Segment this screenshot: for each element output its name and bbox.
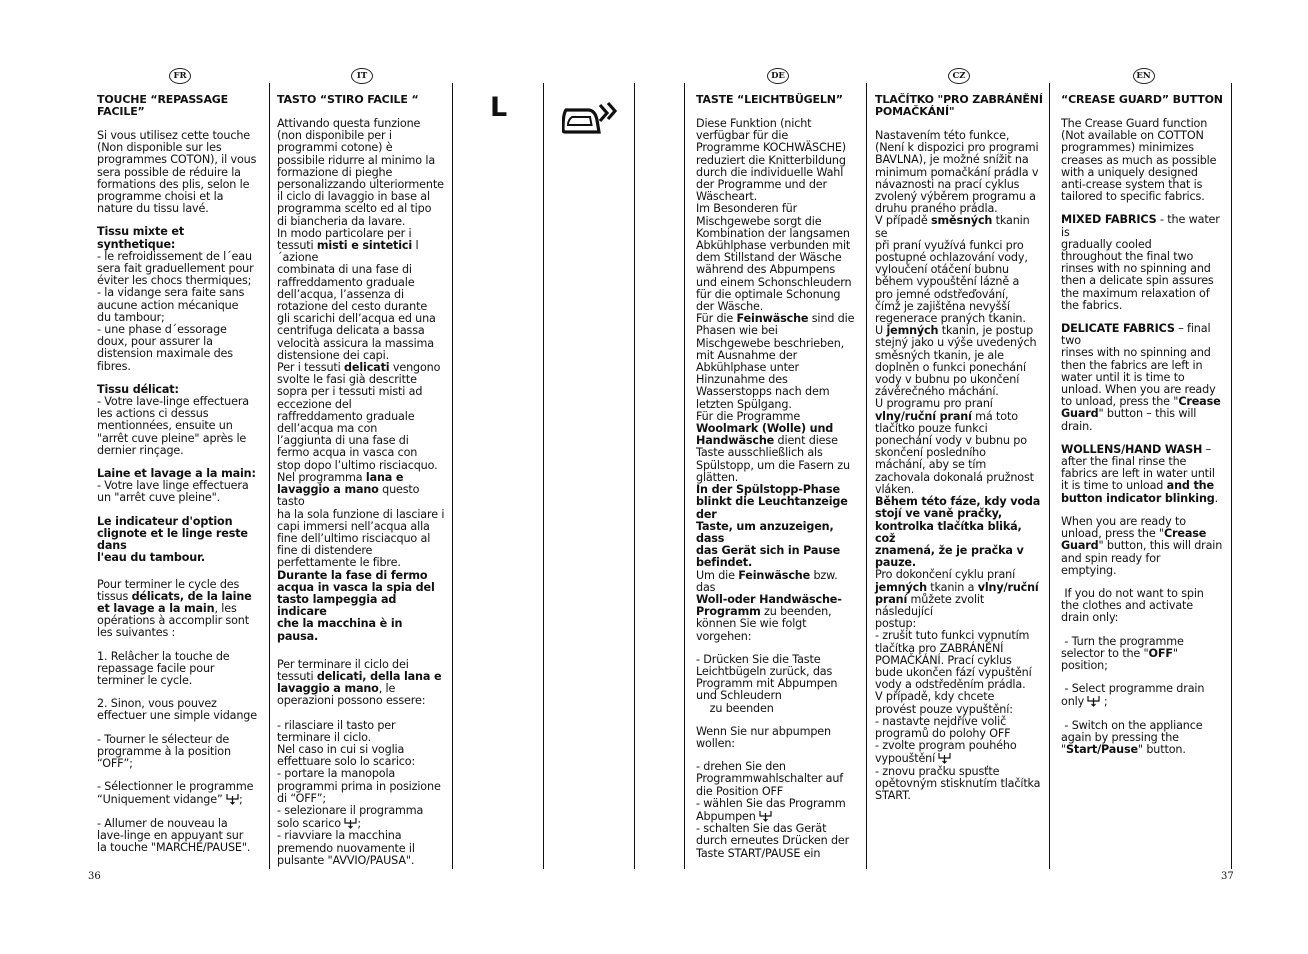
intro-it: Attivando questa funzione (non disponibile per i programmi cotone) è possibile ridurre al minimo la formazione di pieghe personalizzando ulteriormente il ciclo di lavaggio in base al programma scelto ed al tipo di biancheria da lavare. In modo particolare per i tessuti misti e sintetici l´azione combinata di una fase di raffreddamento graduale dell’acqua, l’assenza di rotazione del cesto durante gli scarichi dell’acqua ed una centrifuga delicata a bassa velocità assicura la massima distensione dei capi. Per i tessuti delicati vengono svolte le fasi già descritte sopra per i tessuti misti ad eccezione del raffreddamento graduale dell’acqua ma con l’aggiunta di una fase di fermo acqua in vasca con stop dopo l’ultimo risciacquo. Nel programma lana e lavaggio a mano questo tasto ha la sola funzione di lasciare i capi immersi nell’acqua alla fine dell’ultimo risciacquo al fine di distendere perfettamente le fibre. Durante la fase di fermo acqua in vasca la spia del tasto lampeggia ad indicare che la macchina è in pausa. [277,117,445,643]
options-it: - rilasciare il tasto per terminare il ciclo. Nel caso in cui si voglia effettuare solo lo scarico: - portare la manopola programmi prima in posizione di “OFF”; - selezionare il programma solo scarico ; - riavviare la macchina premendo nuovamente il pulsante "AVVIO/PAUSA". [277,718,441,867]
step3-fr: - Tourner le sélecteur de programme à la position “OFF”; [97,732,231,770]
indicator-fr: Le indicateur d'option clignote et le linge reste dans l'eau du tambour. [97,514,248,565]
intro-de: Diese Funktion (nicht verfügbar für die Programme KOCHWÄSCHE) reduziert die Knitterbildung durch die individuelle Wahl der Programme und der Wäscheart. Im Besonderen für Mischgewebe sorgt die Kombination der langsamen Abkühlphase verbunden mit dem Stillstand der Wäsche während des Abpumpens und einem Schonschleudern für die optimale Schonung der Wäsche. Für die Feinwäsche sind die Phasen wie bei Mischgewebe beschrieben, mit Ausnahme der Abkühlphase unter Hinzunahme des Wasserstopps nach dem letzten Spülgang. Für die Programme Woolmark (Wolle) und Handwäsche dient diese Taste ausschließlich als Spülstopp, um die Fasern zu glätten. In der Spülstopp-Phase blinkt die Leuchtanzeige der Taste, um anzuzeigen, dass das Gerät sich in Pause befindet. Um die Feinwäsche bzw. das Woll-oder Handwäsche- Programm zu beenden, können Sie wie folgt vorgehen: [696,117,855,643]
language-badge-cz: CZ [948,68,970,84]
column-divider [269,83,270,869]
intro-fr: Si vous utilisez cette touche (Non disponible sur les programmes COTON), il vous sera possible de réduire la formations des plis, selon le programme choisi et la nature du tissu lavé. [97,129,257,216]
language-badge-fr: FR [169,68,191,84]
column-divider [452,83,453,869]
language-badge-en: EN [1133,68,1155,84]
column-cz [875,68,1043,813]
nospin-en: If you do not want to spin the clothes and activate drain only: [1061,586,1204,625]
column-de [696,68,860,871]
column-fr [97,68,263,865]
intro-en: The Crease Guard function (Not available on COTTON programmes) minimizes creases as much as possible with a uniquely designed anti-crease system that is tailored to specific fabrics. [1061,117,1217,204]
step2-de: Wenn Sie nur abpumpen wollen: [696,724,831,750]
column-divider [543,83,544,869]
mixed-en: MIXED FABRICS - the water is gradually cooled throughout the final two rinses with no spinning and then a delicate spin assures the maximum relaxation of the fabrics. [1061,213,1220,312]
step1-de: - Drücken Sie die Taste Leichtbügeln zurück, das Programm mit Abpumpen und Schleudern zu beenden [696,652,838,715]
step5-fr: - Allumer de nouveau la lave-linge en appuyant sur la touche "MARCHE/PAUSE". [97,816,251,854]
column-divider [1231,83,1232,869]
page-number-left: 36 [88,871,101,882]
step3-de: - drehen Sie den Programmwahlschalter auf die Position OFF - wählen Sie das Programm Abpumpen - schalten Sie das Gerät durch erneutes Drücken der Taste START/PAUSE ein [696,760,850,860]
page-number-right: 37 [1221,871,1234,882]
end-cycle-it: Per terminare il ciclo dei tessuti delicati, della lana e lavaggio a mano, le operazioni possono essere: [277,657,442,708]
step2-fr: 2. Sinon, vous pouvez effectuer une simple vidange [97,697,257,723]
select-en: - Select programme drain only ; [1061,682,1205,709]
end-cycle-fr: Pour terminer le cycle des tissus délicats, de la laine et lavage a la main, les opérations à accomplir sont les suivantes : [97,577,252,640]
heading-cz: TLAČÍTKO "PRO ZABRÁNĚNÍ POMAČKÁNÍ" [875,93,1043,118]
column-divider [866,83,867,869]
column-it [277,68,447,878]
drain-icon [938,752,951,764]
step4-fr: - Sélectionner le programme “Uniquement vidange” ; [97,780,254,807]
column-divider [634,83,635,869]
column-divider [684,83,685,869]
wool-en: WOLLENS/HAND WASH – after the final rinse the fabrics are left in water until it is time to unload and the button indicator blinking. [1061,442,1219,505]
body-cz: Nastavením této funkce, (Není k dispozici pro programi BAVLNA), je možné snížit na minimum pomačkání prádla v návaznosti na prací cyklus zvolený výběrem programu a druhu praného prádla. V případě směsných tkanin se při praní využívá funkci pro postupné ochlazování vody, vyloučení otáčení bubnu během vypouštění lázně a pro jemné odstřeďování, čímž je zajištěna nevyšší regenerace praných tkanin. U jemných tkanin, je postup stejný jako u výše uvedených směsných tkanin, je ale doplněn o funkci ponechání vody v bubnu po ukončení závěrečného máchání. U programu pro praní vlny/ruční praní má toto tlačítko pouze funkci ponechání vody v bubnu po skončení posledního máchání, aby se tím zachovala dokonalá pružnost vláken. Během této fáze, kdy voda stojí ve vaně pračky, kontrolka tlačítka bliká, což znamená, že je pračka v pauze. Pro dokončení cyklu praní jemných tkanin a vlny/ruční praní můžete zvolit následující postup: - zrušit tuto funkci vypnutím tlačítka pro ZABRÁNĚNÍ POMAČKÁNÍ. Prací cyklus bude ukončen fází vypuštění vody a odstředěním prádla. V případě, kdy chcete provést pouze vypuštění: - nastavte nejdříve volič programů do polohy OFF - zvolte program pouhého vypouštění - znovu pračku spusťte opětovným stisknutím tlačítka START. [875,129,1041,802]
heading-de: TASTE “LEICHTBÜGELN” [696,93,843,106]
switch-en: - Switch on the appliance again by pressing the "Start/Pause" button. [1061,718,1203,756]
turn-en: - Turn the programme selector to the "OFF" position; [1061,634,1184,672]
language-badge-de: DE [767,68,789,84]
column-en [1061,68,1226,767]
section-letter: L [490,92,508,123]
iron-icon [562,100,618,136]
drain-icon [344,817,357,829]
heading-en: “CREASE GUARD” BUTTON [1061,93,1223,106]
delicate-en: DELICATE FABRICS – final two rinses with no spinning and then the fabrics are left in water until it is time to unload. When you are ready to unload, press the "Crease Guard" button – this will drain. [1061,322,1221,433]
wool-fr: Laine et lavage a la main: - Votre lave linge effectuera un "arrêt cuve pleine". [97,467,256,505]
drain-icon [759,810,772,822]
mixed-fr: Tissu mixte et synthetique: - le refroidissement de l´eau sera fait graduellement pour éviter les chocs thermiques; - la vidange sera faite sans aucune action mécanique du tambour; - une phase d´essorage doux, pour assurer la distension maximale des fibres. [97,225,254,373]
heading-fr: TOUCHE “REPASSAGE FACILE” [97,93,229,118]
language-badge-it: IT [351,68,373,84]
delicate-fr: Tissu délicat: - Votre lave-linge effectuera les actions ci dessus mentionnées, ensuite un "arrêt cuve pleine" après le dernier rinçage. [97,382,250,457]
drain-icon [1087,695,1100,707]
step1-fr: 1. Relâcher la touche de repassage facile pour terminer le cycle. [97,649,230,687]
heading-it: TASTO “STIRO FACILE “ [277,93,419,106]
ready-en: When you are ready to unload, press the "Crease Guard" button, this will drain and spin ready for emptying. [1061,514,1223,577]
drain-icon [226,793,239,805]
column-divider [1049,83,1050,869]
